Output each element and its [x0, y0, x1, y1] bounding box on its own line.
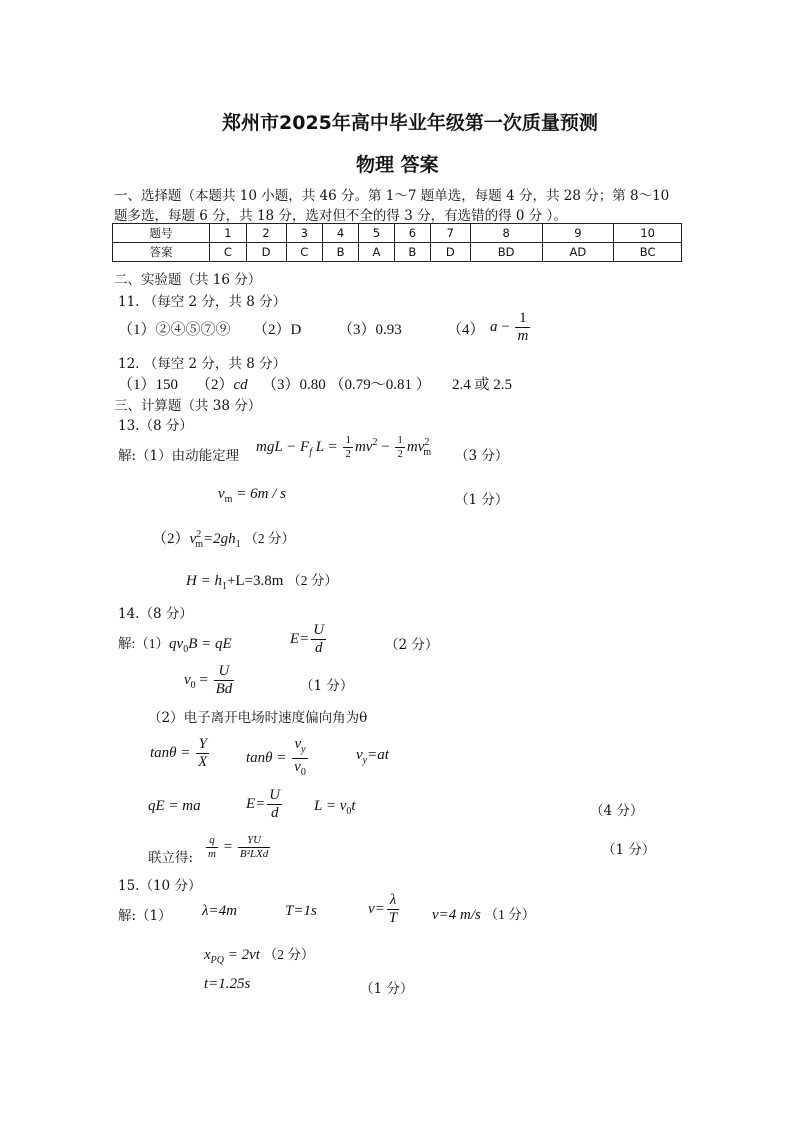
symbol: v [218, 486, 225, 502]
q13-vm-result [218, 486, 286, 505]
q14-field-equation-2 [246, 787, 284, 822]
fraction-half [395, 434, 405, 461]
part-label: （2） [152, 531, 190, 547]
table-cell: B [323, 243, 359, 262]
subscript: m [224, 494, 233, 505]
denominator: m [517, 328, 529, 344]
numerator: 1 [397, 434, 403, 446]
score: （2 分） [287, 573, 338, 588]
term: +L=3.8m [226, 573, 284, 589]
table-row-numbers [113, 224, 682, 243]
numerator: Y [196, 736, 209, 754]
q12-part1: （1）150 [118, 377, 179, 393]
q12-part2 [196, 373, 248, 394]
numerator: q [206, 834, 218, 848]
score: （2 分） [263, 947, 315, 962]
denominator: d [314, 640, 323, 656]
part-label: 解:（1） [118, 636, 170, 651]
symbol: v [189, 531, 197, 547]
table-cell: 1 [210, 224, 247, 243]
q12-part2-label: （2） [196, 377, 234, 393]
q15-wave-speed-formula [368, 892, 401, 927]
table-cell: 10 [614, 224, 682, 243]
operator: = [199, 671, 208, 688]
subscript: m [423, 446, 432, 458]
q11-part2: （2）D [253, 322, 302, 338]
table-cell: BC [614, 243, 682, 262]
operator: − [501, 318, 510, 335]
subscript: 1 [221, 581, 227, 592]
page-title: 郑州市2025年高中毕业年级第一次质量预测 [222, 112, 598, 134]
symbol: a [490, 318, 498, 335]
term: t=1.25s [204, 976, 251, 992]
q15-header: 15.（10 分） [118, 878, 202, 894]
q13-height-result [186, 569, 338, 592]
fraction [515, 310, 530, 345]
term: =at [367, 747, 389, 763]
subscript: f [309, 446, 312, 458]
term: B = qE [188, 636, 232, 652]
fraction [214, 663, 235, 698]
term: E= [290, 630, 310, 647]
term: T=1s [285, 903, 317, 919]
table-cell: B [394, 243, 430, 262]
superscript: 2 [196, 529, 202, 540]
q14-tan-velocity [246, 736, 310, 781]
numerator: U [313, 622, 325, 638]
fraction [238, 834, 270, 861]
term: mv [406, 438, 425, 455]
section3-heading: 三、计算题（共 38 分） [114, 398, 262, 414]
fraction [387, 892, 399, 927]
q14-vy-equation [356, 747, 389, 766]
q15-wave-speed-value [432, 903, 535, 924]
q13-line1-text: 解:（1）由动能定理 [118, 448, 240, 464]
page-subtitle: 物理 答案 [356, 154, 439, 176]
q11-part4-expression [490, 310, 532, 345]
term: = 2vt [227, 947, 260, 963]
table-row-answers [113, 243, 682, 262]
q14-score-4: （1 分） [602, 842, 656, 858]
operator: − [381, 438, 390, 455]
q15-time-result [204, 976, 250, 993]
table-cell: A [359, 243, 395, 262]
q12-part3: （3）0.80 （0.79～0.81 ） [262, 377, 431, 393]
symbol: v [294, 736, 302, 752]
denominator: d [270, 805, 279, 821]
q13-energy-equation [256, 434, 431, 461]
q14-length-equation [314, 798, 356, 817]
table-cell: C [286, 243, 323, 262]
subscript: y [362, 755, 368, 766]
term: tanθ = [150, 744, 191, 761]
symbol: x [204, 947, 211, 963]
table-cell: 6 [394, 224, 430, 243]
superscript: 2 [424, 436, 430, 448]
symbol: v [356, 747, 363, 763]
symbol: v [294, 759, 301, 775]
q15-period [285, 903, 317, 920]
table-cell: 7 [430, 224, 470, 243]
operator: = [223, 838, 233, 855]
denominator: Bd [215, 681, 233, 697]
superscript: 2 [372, 436, 378, 448]
table-cell: 5 [359, 224, 395, 243]
table-cell: 4 [323, 224, 359, 243]
subscript: 0 [300, 767, 306, 778]
table-cell: 2 [246, 224, 286, 243]
q14-tan-ratio [150, 736, 211, 771]
q15-part1-label: 解:（1） [118, 908, 172, 924]
term: E= [246, 795, 266, 812]
subscript: 0 [346, 806, 352, 817]
score: （1 分） [484, 907, 536, 922]
denominator: 2 [345, 448, 351, 460]
table-cell: 8 [470, 224, 542, 243]
q12-part2-value: cd [233, 377, 248, 393]
numerator: YU [238, 834, 270, 848]
fraction [311, 622, 326, 657]
subscript: 1 [235, 539, 241, 550]
denominator: 2 [397, 448, 403, 460]
q15-distance-equation [204, 943, 314, 966]
term: L = [315, 438, 338, 455]
term: H = h [186, 573, 222, 589]
numerator: 1 [515, 310, 530, 328]
q15-wavelength [202, 903, 237, 920]
denominator: X [198, 754, 208, 770]
q11-part4-label: （4） [447, 322, 485, 338]
section2-heading: 二、实验题（共 16 分） [114, 272, 262, 288]
subscript: PQ [210, 955, 225, 966]
subscript: 0 [190, 679, 196, 691]
numerator: U [214, 663, 235, 681]
q12-header: 12. （每空 2 分，共 8 分） [118, 356, 287, 372]
term: mv [354, 438, 373, 455]
q14-charge-mass-ratio [204, 834, 272, 861]
q11-header: 11. （每空 2 分，共 8 分） [118, 294, 287, 310]
fraction [292, 736, 308, 781]
q13-header: 13.（8 分） [118, 418, 193, 434]
q14-score-2: （1 分） [300, 678, 354, 694]
denominator [292, 759, 308, 781]
term: mgL − F [256, 438, 310, 455]
q11-part3: （3）0.93 [338, 322, 402, 338]
table-cell: D [246, 243, 286, 262]
score: （2 分） [244, 531, 295, 546]
q14-field-equation [290, 622, 328, 657]
fraction [267, 787, 282, 822]
q14-score-3: （4 分） [590, 803, 644, 819]
fraction [206, 834, 218, 861]
numerator: λ [387, 892, 399, 910]
answer-table [112, 223, 682, 262]
fraction-half [343, 434, 353, 461]
term: qE = ma [148, 798, 201, 814]
subscript: m [195, 539, 203, 550]
q14-part2-text: （2）电子离开电场时速度偏向角为θ [148, 710, 368, 726]
symbol: v [184, 671, 191, 688]
numerator: 1 [345, 434, 351, 446]
q13-score-2: （1 分） [455, 492, 509, 508]
denominator: m [208, 848, 216, 860]
q15-score-3: （1 分） [360, 981, 414, 997]
table-cell: 9 [542, 224, 614, 243]
table-cell: BD [470, 243, 542, 262]
fraction [196, 736, 209, 771]
q14-velocity-equation [184, 663, 236, 698]
term: = 6m / s [236, 486, 286, 502]
q14-header: 14.（8 分） [118, 606, 193, 622]
q14-force-balance [118, 632, 232, 655]
term: =2gh [202, 531, 236, 547]
term: tanθ = [246, 749, 287, 766]
q11-part1: （1）②④⑤⑦⑨ [118, 322, 231, 338]
denominator: T [388, 910, 398, 926]
subscript: y [301, 744, 306, 755]
section1-instructions-line2: 题多选，每题 6 分，共 18 分，选对但不全的得 3 分，有选错的得 0 分 ）。 [114, 208, 567, 224]
table-cell: 3 [286, 224, 323, 243]
term: λ=4m [202, 903, 237, 919]
numerator [292, 736, 308, 759]
term: v= [368, 900, 385, 917]
table-cell: D [430, 243, 470, 262]
q14-score-1: （2 分） [385, 637, 439, 653]
section1-instructions-line1: 一、选择题（本题共 10 小题，共 46 分。第 1～7 题单选，每题 4 分，共 28 分；第 8～10 [114, 188, 670, 204]
row-label-question-number: 题号 [113, 224, 210, 243]
q12-part4: 2.4 或 2.5 [452, 377, 513, 393]
q14-newton-equation [148, 798, 201, 815]
q13-score-1: （3 分） [455, 448, 509, 464]
row-label-answer: 答案 [113, 243, 210, 262]
numerator: U [269, 787, 281, 803]
subscript: 0 [183, 644, 189, 655]
term: v=4 m/s [432, 907, 481, 923]
table-cell: C [210, 243, 247, 262]
term: t [351, 798, 356, 814]
denominator: B²LXd [239, 848, 269, 860]
table-cell: AD [542, 243, 614, 262]
q14-combined-label: 联立得: [148, 850, 194, 866]
q13-part2-equation [152, 527, 295, 550]
term: L = v [314, 798, 347, 814]
term: qv [169, 636, 184, 652]
